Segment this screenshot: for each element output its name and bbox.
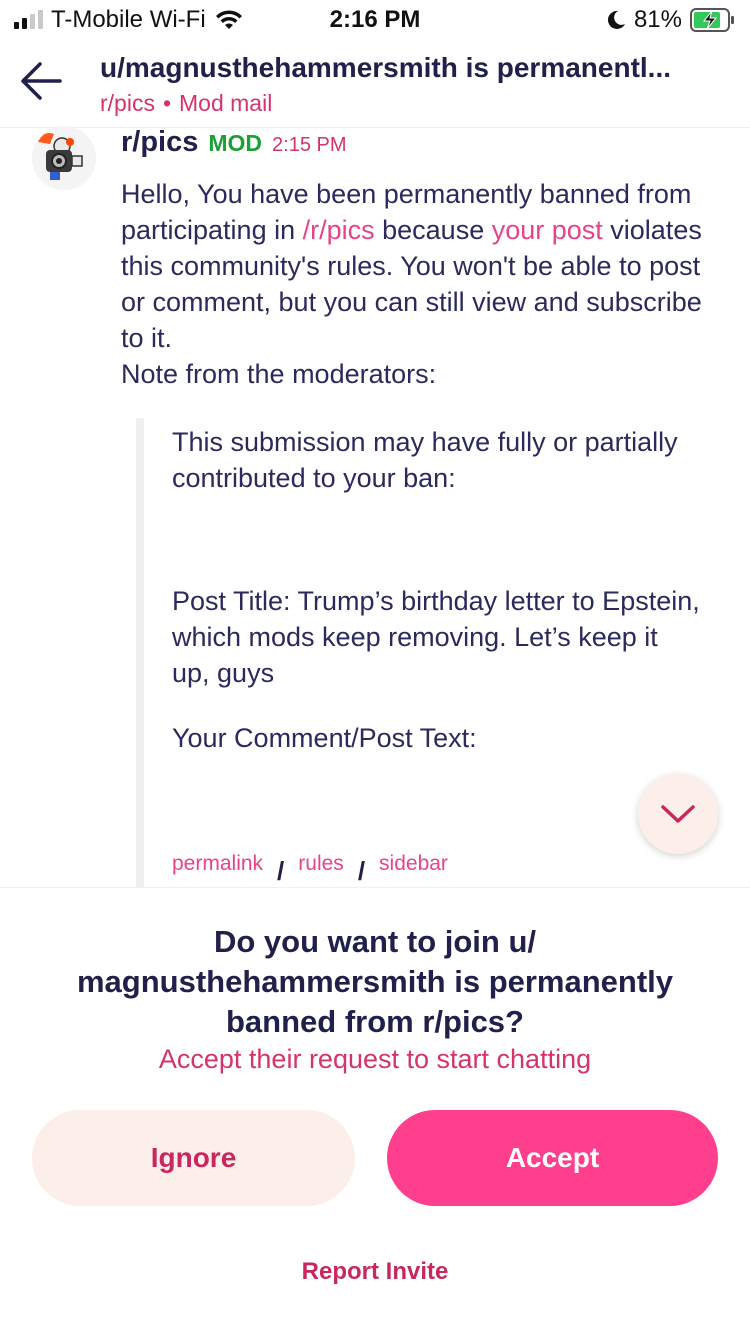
chat-title: u/magnusthehammersmith is permanentl...: [100, 52, 672, 83]
invite-question: Do you want to join u/ magnusthehammersmith is permanently banned from r/pics?: [76, 924, 674, 1039]
chat-header: [0, 42, 750, 128]
accept-button[interactable]: Accept: [387, 1110, 718, 1206]
battery-icon: [690, 8, 736, 32]
sidebar-link[interactable]: sidebar: [379, 852, 448, 875]
mod-badge: MOD: [208, 130, 263, 156]
quote-links: [172, 846, 448, 886]
your-post-link[interactable]: your post: [491, 215, 603, 245]
message-time: 2:15 PM: [272, 134, 347, 156]
link-separator: /: [277, 856, 285, 886]
moderator-note-label: Note from the moderators:: [121, 359, 437, 389]
report-invite-button[interactable]: Report Invite: [301, 1258, 449, 1285]
message-author[interactable]: r/pics: [121, 126, 199, 158]
chat-invite-panel: [0, 887, 750, 1334]
invite-subtitle: Accept their request to start chatting: [158, 1044, 592, 1074]
message-text-3: violates this community's rules. You won't be able to post or comment, but you can still view and subscribe to it.: [121, 215, 702, 353]
status-right: [606, 6, 736, 34]
quote-text-post-body: Your Comment/Post Text:: [172, 723, 477, 753]
carrier-label: T-Mobile Wi-Fi: [51, 6, 206, 33]
status-bar: [0, 0, 750, 40]
quote-text-ban-reason: This submission may have fully or partially contributed to your ban:: [172, 427, 678, 493]
section-label: Mod mail: [179, 90, 273, 116]
subtitle-separator: •: [162, 90, 172, 116]
status-time: 2:16 PM: [329, 6, 421, 33]
moon-icon: [606, 10, 626, 30]
battery-percent: 81%: [633, 6, 682, 33]
quote-text-post-title: Post Title: Trump’s birthday letter to Epstein, which mods keep removing. Let’s keep it up, guys: [172, 586, 700, 688]
arrow-left-icon: [18, 58, 64, 104]
rules-link[interactable]: rules: [298, 852, 344, 875]
message-body: [121, 176, 721, 392]
avatar[interactable]: [32, 126, 96, 190]
message-header: [121, 126, 347, 159]
link-separator: /: [357, 856, 366, 886]
back-button[interactable]: [14, 54, 68, 108]
permalink-link[interactable]: permalink: [172, 852, 264, 875]
subreddit-link[interactable]: r/pics: [100, 90, 155, 116]
message-text-2: because: [374, 215, 492, 245]
snoo-avatar-icon: [32, 126, 96, 190]
ignore-button[interactable]: Ignore: [32, 1110, 355, 1206]
chat-subtitle: [100, 90, 272, 117]
message-text-1: Hello, You have been permanently banned from participating in: [121, 179, 692, 245]
chevron-down-icon: [660, 803, 696, 825]
moderator-quote: [136, 418, 700, 888]
subreddit-link[interactable]: /r/pics: [302, 215, 375, 245]
scroll-to-bottom-button[interactable]: [638, 774, 718, 854]
